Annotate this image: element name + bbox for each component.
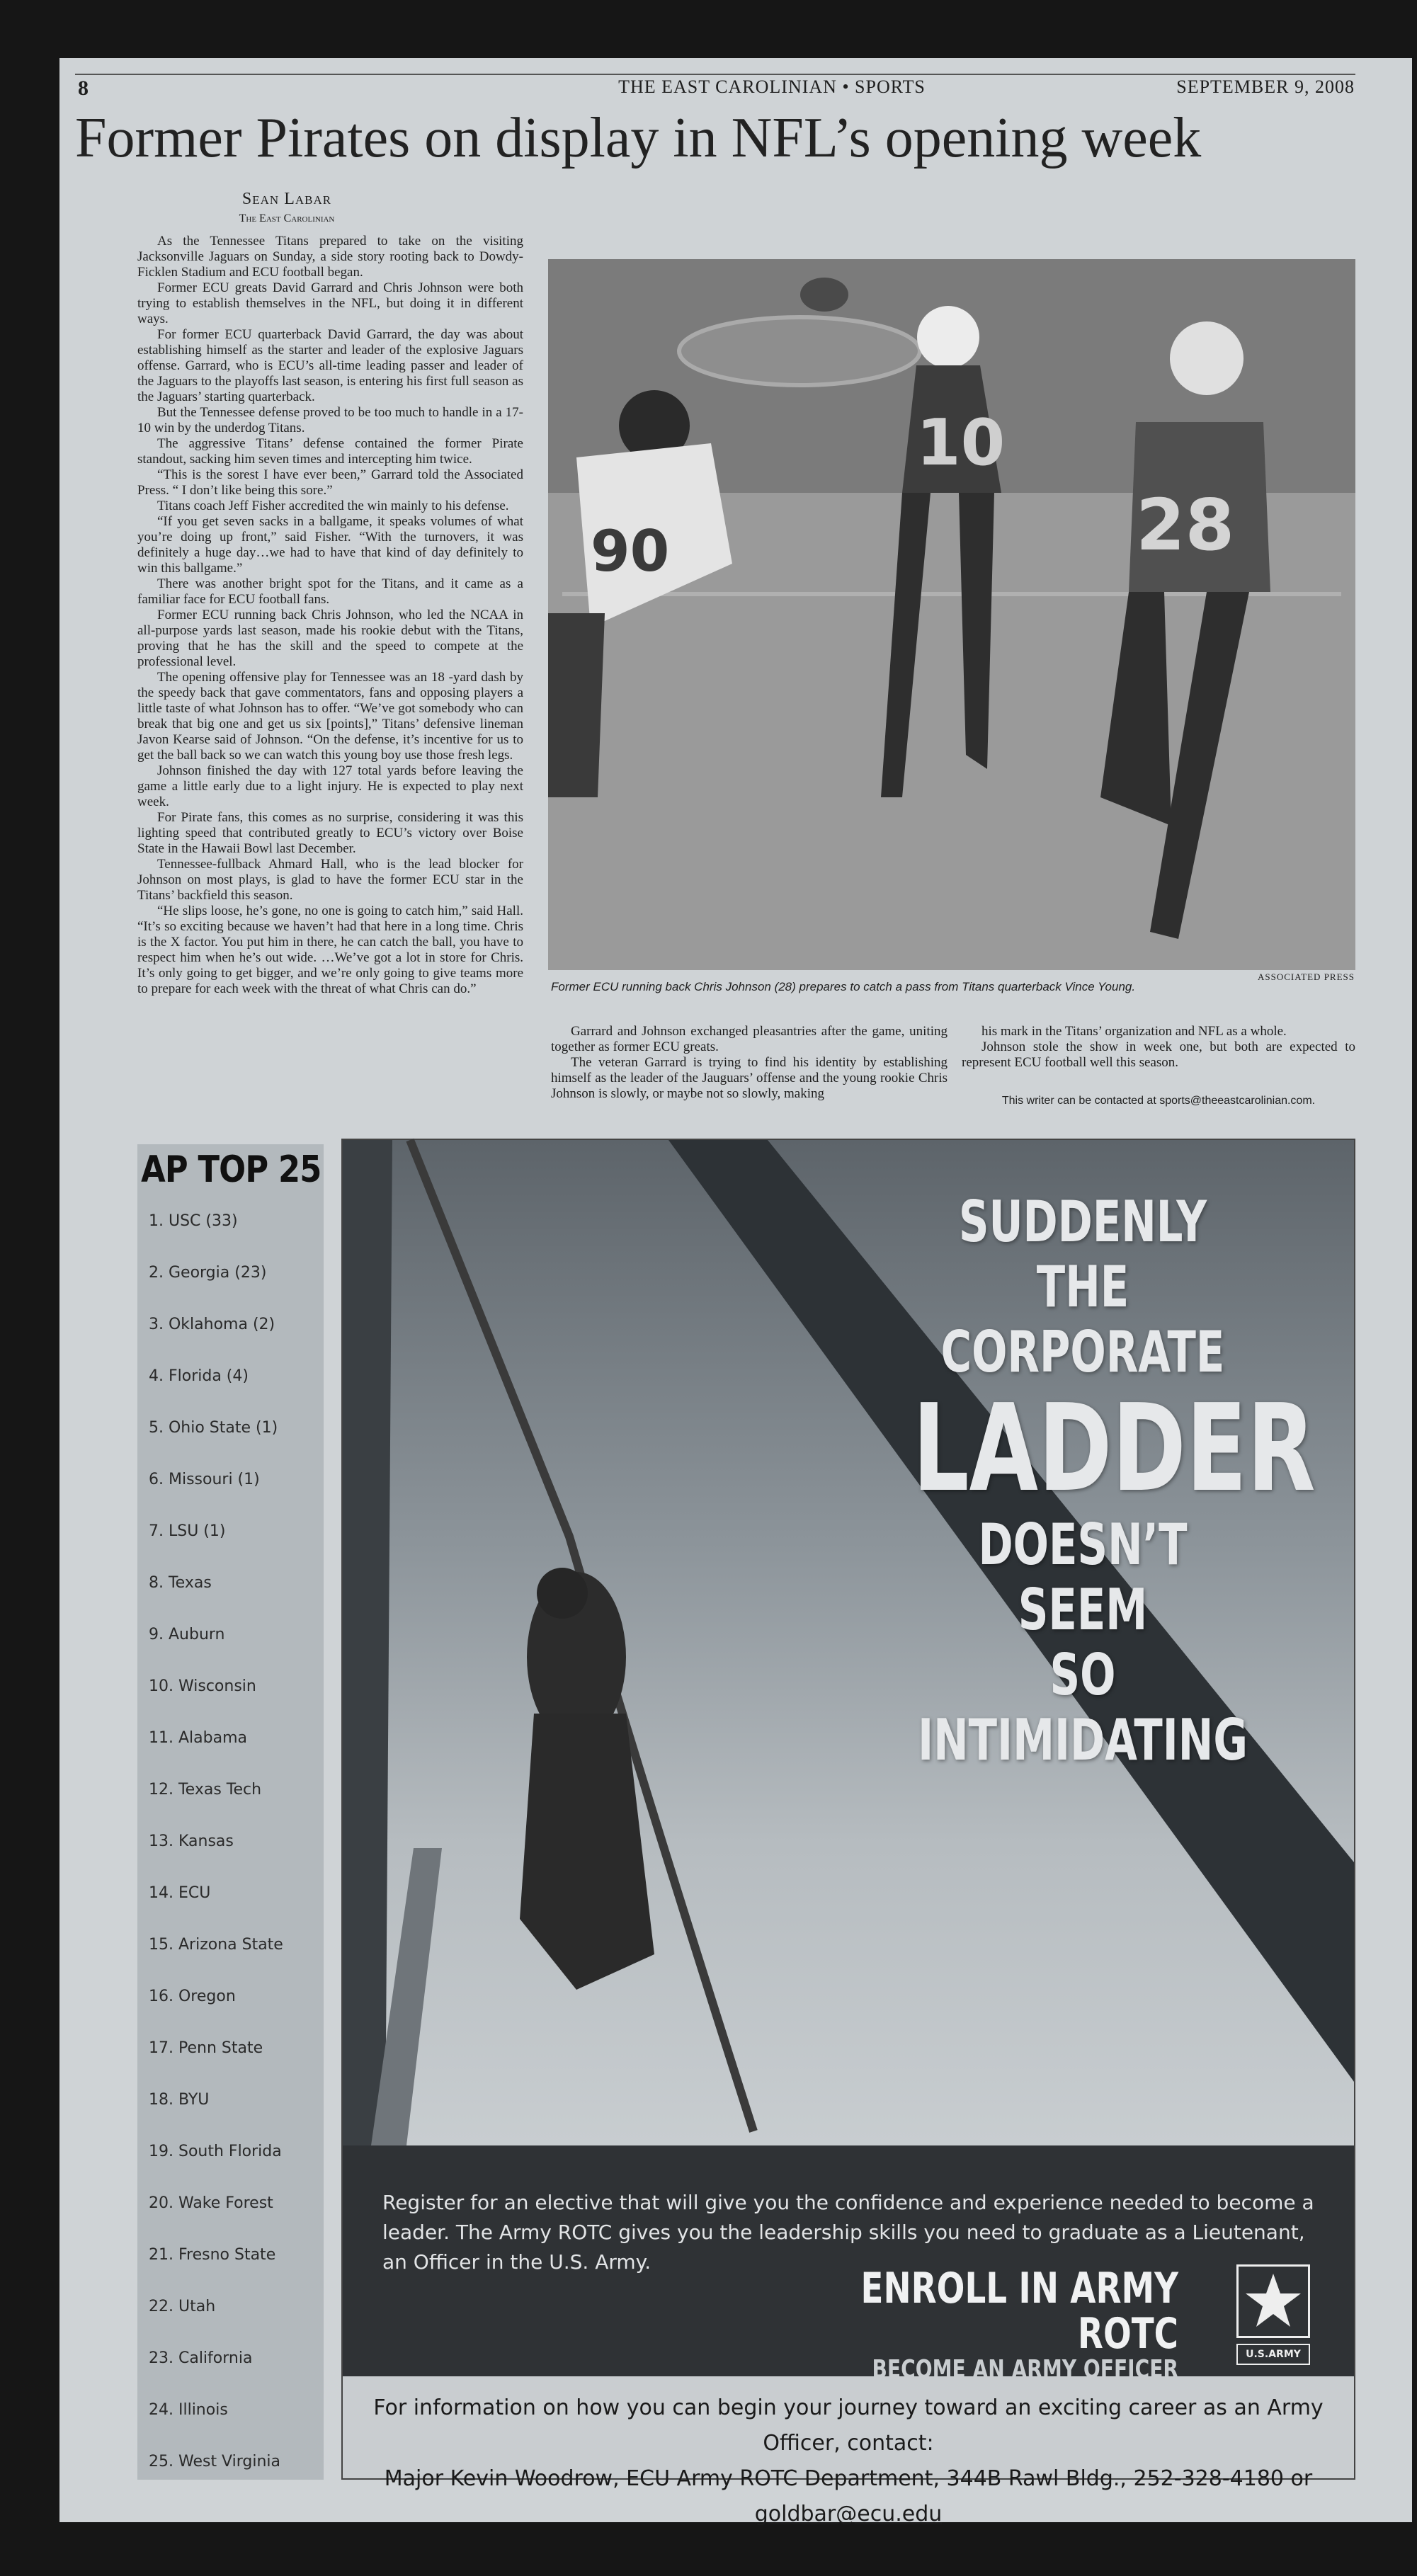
article-column-1	[137, 234, 523, 997]
enroll-heading: ENROLL IN ARMY ROTC	[860, 2264, 1178, 2359]
paragraph: For Pirate fans, this comes as no surprise, considering it was this lighting speed that contributed greatly to ECU’s victory over Boise State in the Hawaii Bowl last December.	[137, 810, 523, 856]
ranking-item: 15. Arizona State	[149, 1936, 283, 1954]
paragraph: Garrard and Johnson exchanged pleasantries after the game, uniting together as former ECU greats.	[551, 1024, 947, 1054]
svg-text:90: 90	[591, 518, 670, 584]
ranking-item: 13. Kansas	[149, 1833, 234, 1850]
ap-top25-list	[137, 1195, 324, 2487]
paragraph: As the Tennessee Titans prepared to take on the visiting Jacksonville Jaguars on Sunday, a side story rooting back to Dowdy-Ficklen Stadium and ECU football began.	[137, 234, 523, 280]
paragraph: The opening offensive play for Tennessee was an 18 -yard dash by the speedy back that gave commentators, fans and opposing players a little taste of what Johnson has to offer. “We’ve got somebody who can break that big one and get us six [points],” Titans’ defensive lineman Javon Kearse said of Johnson. “On the defense, it’s incentive for us to get the ball back so we can watch this young boy use those fresh legs.	[137, 670, 523, 763]
ranking-item: 18. BYU	[149, 2091, 210, 2109]
ad-info-line-1: For information on how you can begin your journey toward an exciting career as an Army Officer, contact:	[373, 2395, 1324, 2456]
article-column-2	[551, 1024, 947, 1102]
paragraph: Johnson stole the show in week one, but both are expected to represent ECU football well this season.	[962, 1039, 1355, 1070]
svg-text:10: 10	[916, 406, 1006, 480]
army-star-icon	[1236, 2264, 1310, 2338]
paragraph: “If you get seven sacks in a ballgame, it speaks volumes of what you’re doing up front,” said Fisher. “With the turnovers, it was definitely a huge day…we had to have that kind of day definitely to win this ballgame.”	[137, 514, 523, 576]
byline-author: Sean Labar	[241, 190, 332, 208]
paragraph: The veteran Garrard is trying to find his identity by establishing himself as the leader of the Jauguars’ offense and the young rookie Chris Johnson is slowly, or maybe not so slowly, making	[551, 1055, 947, 1101]
ranking-item: 3. Oklahoma (2)	[149, 1316, 275, 1333]
contact-line: This writer can be contacted at sports@theeastcarolinian.com.	[1001, 1095, 1316, 1107]
paragraph: his mark in the Titans’ organization and NFL as a whole.	[981, 1024, 1287, 1039]
page-number: 8	[78, 76, 89, 100]
ranking-item: 21. Fresno State	[149, 2246, 276, 2264]
ad-headline	[853, 1189, 1316, 1773]
ad-contact-info	[343, 2376, 1354, 2532]
ranking-item: 22. Utah	[149, 2298, 216, 2315]
paragraph: Former ECU greats David Garrard and Chris Johnson were both trying to establish themselves in the NFL, but doing it in different ways.	[137, 280, 523, 326]
ad-email-link[interactable]: goldbar@ecu.edu	[754, 2502, 943, 2526]
ad-headline-line-4: DOESN’T SEEM	[978, 1512, 1188, 1643]
ranking-item: 23. California	[149, 2349, 253, 2367]
paragraph: There was another bright spot for the Titans, and it came as a familiar face for ECU football fans.	[137, 576, 523, 607]
ranking-item: 6. Missouri (1)	[149, 1471, 260, 1488]
photo-caption: Former ECU running back Chris Johnson (28) prepares to catch a pass from Titans quarterback Vince Young.	[551, 980, 1136, 993]
paragraph: For former ECU quarterback David Garrard, the day was about establishing himself as the starter and leader of the explosive Jaguars offense. Garrard, who is ECU’s all-time leading passer and leader of the Jaguars to the playoffs last season, is entering his first full season as the Jaguars’ starting quarterback.	[137, 327, 523, 404]
ad-headline-line-3: LADDER	[912, 1379, 1316, 1519]
article-column-3	[962, 1024, 1355, 1109]
paragraph: Former ECU running back Chris Johnson, who led the NCAA in all-purpose yards last season, made his rookie debut with the Titans, proving that he has the skill and the speed to compete at the professional level.	[137, 608, 523, 669]
ranking-item: 16. Oregon	[149, 1988, 236, 2005]
ranking-item: 11. Alabama	[149, 1729, 247, 1747]
enroll-tagline: BECOME AN ARMY OFFICER	[872, 2355, 1178, 2384]
ranking-item: 9. Auburn	[149, 1626, 225, 1643]
ranking-item: 4. Florida (4)	[149, 1367, 249, 1385]
ap-top25-title: AP TOP 25	[141, 1149, 321, 1191]
paragraph: Johnson finished the day with 127 total yards before leaving the game a little early due to a light injury. He is expected to play next week.	[137, 763, 523, 809]
ad-enroll	[739, 2266, 1178, 2383]
ranking-item: 25. West Virginia	[149, 2453, 281, 2470]
header-rule	[75, 74, 1355, 75]
ad-headline-line-5: SO INTIMIDATING	[918, 1642, 1248, 1773]
ad-body-text: Register for an elective that will give you the confidence and experience needed to become a leader. The Army ROTC gives you the leadership skills you need to graduate as a Lieutenant, an Officer in the U.S. Army.	[382, 2191, 1314, 2274]
ad-info-line-2	[343, 2461, 1354, 2532]
section-name: THE EAST CAROLINIAN • SPORTS	[618, 76, 926, 97]
ranking-item: 20. Wake Forest	[149, 2194, 273, 2212]
ad-info-line-2-text: Major Kevin Woodrow, ECU Army ROTC Department, 344B Rawl Bldg., 252-328-4180 or	[384, 2466, 1313, 2491]
paragraph: Tennessee-fullback Ahmard Hall, who is the lead blocker for Johnson on most plays, is glad to have the former ECU star in the Titans’ backfield this season.	[137, 857, 523, 903]
ad-headline-line-2: CORPORATE	[940, 1319, 1225, 1385]
ranking-item: 14. ECU	[149, 1884, 211, 1902]
paragraph: “He slips loose, he’s gone, no one is going to catch him,” said Hall. “It’s so exciting because we haven’t had that here in a long time. Chris is the X factor. You put him in there, he can catch the ball, you have to respect him when he’s out wide. …We’ve got a lot in store for Chris. It’s only going to get bigger, and we’re only going to give teams more to prepare for each week with the threat of what Chris can do.”	[137, 904, 523, 996]
ranking-item: 17. Penn State	[149, 2039, 263, 2057]
army-rotc-ad	[341, 1139, 1355, 2526]
us-army-logo: U.S.ARMY	[1236, 2344, 1310, 2365]
ranking-item: 12. Texas Tech	[149, 1781, 262, 1799]
svg-text:28: 28	[1136, 484, 1235, 566]
photo-credit: ASSOCIATED PRESS	[1257, 971, 1355, 982]
ranking-item: 24. Illinois	[149, 2401, 228, 2419]
byline-org: The East Carolinian	[239, 212, 335, 224]
ranking-item: 1. USC (33)	[149, 1212, 238, 1230]
ranking-item: 2. Georgia (23)	[149, 1264, 267, 1282]
paragraph: Titans coach Jeff Fisher accredited the win mainly to his defense.	[157, 498, 509, 513]
paragraph: The aggressive Titans’ defense contained the former Pirate standout, sacking him seven times and intercepting him twice.	[137, 436, 523, 467]
game-photo	[548, 259, 1355, 970]
ranking-item: 19. South Florida	[149, 2143, 282, 2160]
paragraph: But the Tennessee defense proved to be too much to handle in a 17-10 win by the underdog Titans.	[137, 405, 523, 435]
issue-date: SEPTEMBER 9, 2008	[1176, 76, 1355, 97]
ranking-item: 5. Ohio State (1)	[149, 1419, 278, 1437]
ad-headline-line-1: SUDDENLY THE	[958, 1189, 1207, 1320]
ranking-item: 8. Texas	[149, 1574, 212, 1592]
ap-top25-box	[137, 1144, 324, 2480]
ranking-item: 7. LSU (1)	[149, 1522, 226, 1540]
headline: Former Pirates on display in NFL’s opening week	[75, 107, 1202, 169]
ranking-item: 10. Wisconsin	[149, 1677, 256, 1695]
football-players-illustration	[548, 259, 1355, 970]
paragraph: “This is the sorest I have ever been,” Garrard told the Associated Press. “ I don’t like being this sore.”	[137, 467, 523, 498]
